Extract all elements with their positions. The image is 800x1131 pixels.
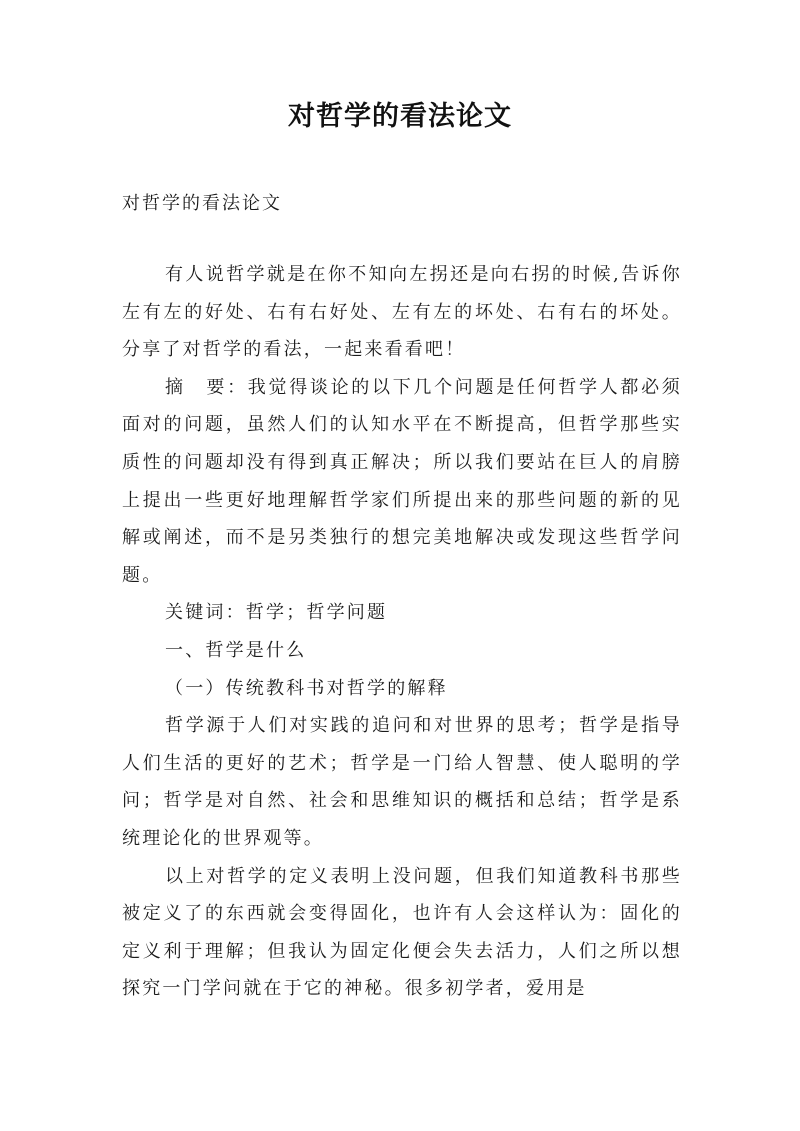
document-subtitle: 对哲学的看法论文: [122, 193, 282, 214]
document-body: [122, 256, 682, 1008]
paragraph-discussion: 以上对哲学的定义表明上没问题，但我们知道教科书那些被定义了的东西就会变得固化，也许有人会这样认为：固化的定义利于理解；但我认为固定化便会失去活力，人们之所以想探究一门学问就在于它的神秘。很多初学者，爱用是: [122, 865, 682, 1000]
paragraph-definition: 哲学源于人们对实践的追问和对世界的思考；哲学是指导人们生活的更好的艺术；哲学是一门给人智慧、使人聪明的学问；哲学是对自然、社会和思维知识的概括和总结；哲学是系统理论化的世界观等。: [122, 715, 682, 849]
paragraph-keywords: 关键词：哲学；哲学问题: [165, 602, 388, 624]
section-heading-1: 一、哲学是什么: [165, 639, 307, 661]
paragraph-abstract: 摘 要：我觉得谈论的以下几个问题是任何哲学人都必须面对的问题，虽然人们的认知水平在不断提高，但哲学那些实质性的问题却没有得到真正解决；所以我们要站在巨人的肩膀上提出一些更好地理解哲学家们所提出来的那些问题的新的见解或阐述，而不是另类独行的想完美地解决或发现这些哲学问题。: [122, 376, 682, 586]
subsection-heading-1: （一）传统教科书对哲学的解释: [165, 677, 448, 699]
paragraph-intro: 有人说哲学就是在你不知向左拐还是向右拐的时候,告诉你左有左的好处、右有右好处、左有左的坏处、右有右的坏处。分享了对哲学的看法，一起来看看吧！: [122, 264, 682, 361]
document-title: 对哲学的看法论文: [288, 101, 512, 132]
